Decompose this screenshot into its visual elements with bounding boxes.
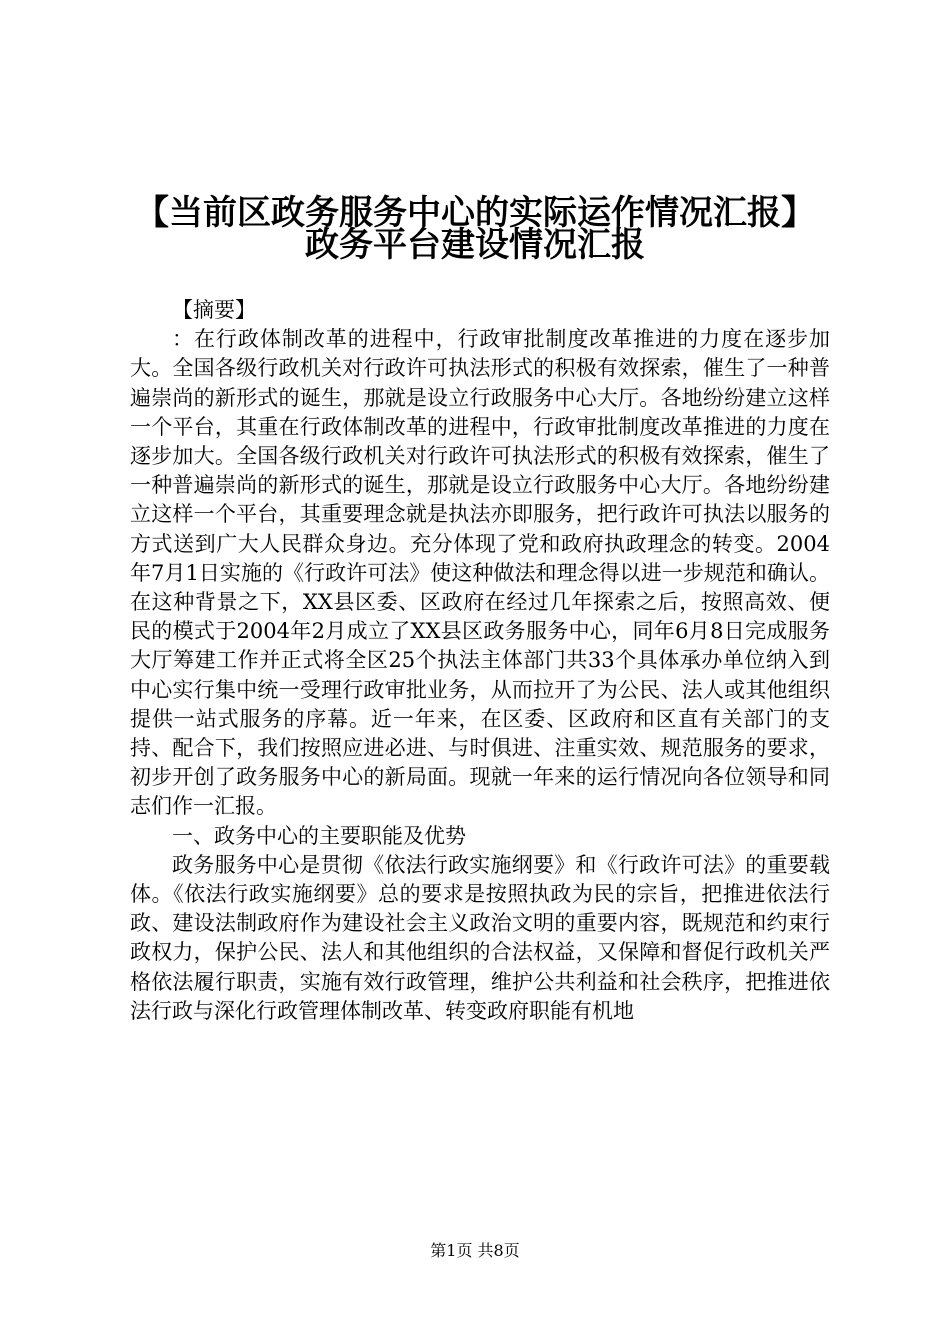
paragraph-section-1: 政务服务中心是贯彻《依法行政实施纲要》和《行政许可法》的重要载体。《依法行政实施纲要》总的要求是按照执政为民的宗旨，把推进依法行政、建设法制政府作为建设社会主义政治文明的重要内容，既规范和约束行政权力，保护公民、法人和其他组织的合法权益，又保障和督促行政机关严格依法履行职责，实施有效行政管理，维护公共利益和社会秩序，把推进依法行政与深化行政管理体制改革、转变政府职能有机地 — [130, 852, 830, 1023]
document-title-line2: 政务平台建设情况汇报 — [305, 225, 645, 265]
document-body — [130, 296, 830, 1026]
section-heading-1: 一、政务中心的主要职能及优势 — [172, 823, 466, 848]
abstract-label: 【摘要】 — [172, 298, 256, 322]
paragraph-abstract: ：在行政体制改革的进程中，行政审批制度改革推进的力度在逐步加大。全国各级行政机关对行政许可执法形式的积极有效探索，催生了一种普遍崇尚的新形式的诞生，那就是设立行政服务中心大厅。各地纷纷建立这样一个平台，其重在行政体制改革的进程中，行政审批制度改革推进的力度在逐步加大。全国各级行政机关对行政许可执法形式的积极有效探索，催生了一种普遍崇尚的新形式的诞生，那就是设立行政服务中心大厅。各地纷纷建立这样一个平台，其重要理念就是执法亦即服务，把行政许可执法以服务的方式送到广大人民群众身边。充分体现了党和政府执政理念的转变。2004年7月1日实施的《行政许可法》使这种做法和理念得以进一步规范和确认。在这种背景之下，XX县区委、区政府在经过几年探索之后，按照高效、便民的模式于2004年2月成立了XX县区政务服务中心，同年6月8日完成服务大厅筹建工作并正式将全区25个执法主体部门共33个具体承办单位纳入到中心实行集中统一受理行政审批业务，从而拉开了为公民、法人或其他组织提供一站式服务的序幕。近一年来，在区委、区政府和区直有关部门的支持、配合下，我们按照应进必进、与时俱进、注重实效、规范服务的要求，初步开创了政务服务中心的新局面。现就一年来的运行情况向各位领导和同志们作一汇报。 — [130, 327, 830, 819]
page-footer: 第1页 共8页 — [430, 1241, 520, 1260]
document-title-line1: 【当前区政务服务中心的实际运作情况汇报】 — [135, 193, 815, 233]
